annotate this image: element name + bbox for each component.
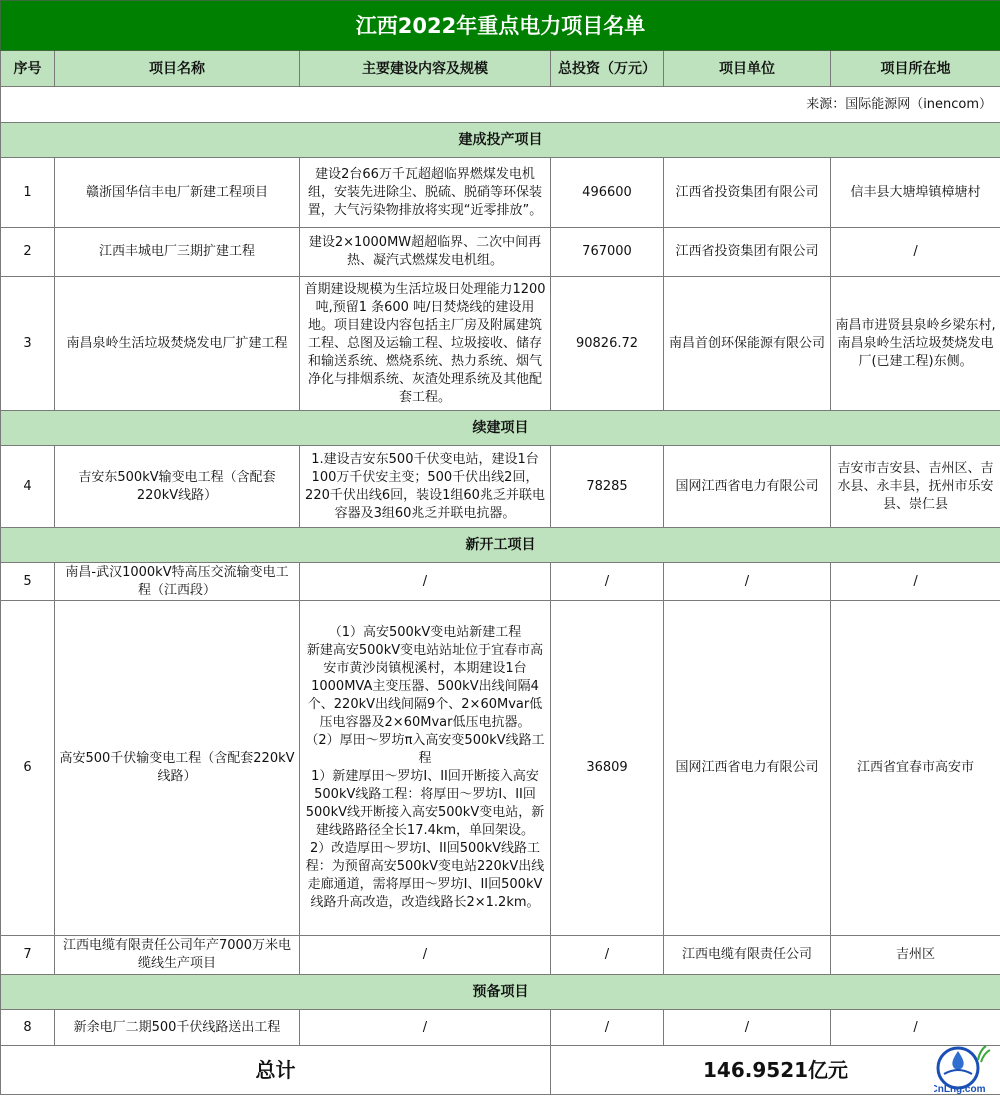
section-row [1,975,1000,1010]
cnlng-logo-icon [934,1040,994,1096]
header-investment: 总投资（万元） [551,51,664,87]
cell-investment: 90826.72 [551,277,664,411]
table-row [1,446,1000,528]
cell-name: 江西电缆有限责任公司年产7000万米电缆线生产项目 [55,936,300,975]
cell-location: 吉州区 [831,936,1000,975]
cell-name: 高安500千伏输变电工程（含配套220kV线路） [55,601,300,936]
cell-content: 建设2×1000MW超超临界、二次中间再热、凝汽式燃煤发电机组。 [300,228,551,277]
cell-location: 吉安市吉安县、吉州区、吉水县、永丰县，抚州市乐安县、崇仁县 [831,446,1000,528]
cell-name: 赣浙国华信丰电厂新建工程项目 [55,158,300,228]
total-value: 146.9521亿元 [551,1046,1000,1095]
cell-investment: / [551,936,664,975]
cell-investment: / [551,563,664,601]
section-new-start: 新开工项目 [1,528,1000,563]
cell-seq: 1 [1,158,55,228]
cell-content: 1.建设吉安东500千伏变电站，建设1台100万千伏安主变；500千伏出线2回，220千伏出线6回，装设1组60兆乏并联电容器及3组60兆乏并联电抗器。 [300,446,551,528]
cell-seq: 7 [1,936,55,975]
cell-unit: 江西省投资集团有限公司 [664,228,831,277]
cell-seq: 6 [1,601,55,936]
cell-unit: 江西电缆有限责任公司 [664,936,831,975]
cell-investment: 36809 [551,601,664,936]
section-continuing: 续建项目 [1,411,1000,446]
cell-name: 新余电厂二期500千伏线路送出工程 [55,1010,300,1046]
cell-content: 建设2台66万千瓦超超临界燃煤发电机组，安装先进除尘、脱硫、脱硝等环保装置，大气污染物排放将实现“近零排放”。 [300,158,551,228]
header-content: 主要建设内容及规模 [300,51,551,87]
header-name: 项目名称 [55,51,300,87]
cell-seq: 3 [1,277,55,411]
cnlng-logo [934,1040,994,1096]
title-row [1,1,1000,51]
table-row [1,936,1000,975]
cell-content: / [300,936,551,975]
cell-unit: 国网江西省电力有限公司 [664,446,831,528]
cell-seq: 5 [1,563,55,601]
cell-investment: 767000 [551,228,664,277]
content-line: 1）新建厚田～罗坊I、II回开断接入高安500kV线路工程：将厚田～罗坊I、II回500kV线开断接入高安500kV变电站，新建线路路径全长17.4km，单回架设。 [305,769,545,838]
section-row [1,528,1000,563]
table-row [1,228,1000,277]
section-row [1,411,1000,446]
table-row [1,1010,1000,1046]
cell-seq: 2 [1,228,55,277]
cell-seq: 4 [1,446,55,528]
header-seq: 序号 [1,51,55,87]
header-unit: 项目单位 [664,51,831,87]
cell-unit: / [664,563,831,601]
section-completed: 建成投产项目 [1,123,1000,158]
cell-name: 江西丰城电厂三期扩建工程 [55,228,300,277]
source-row [1,87,1000,123]
header-location: 项目所在地 [831,51,1000,87]
content-line: （2）厚田～罗坊π入高安变500kV线路工程 [305,733,545,766]
cell-name: 吉安东500kV输变电工程（含配套220kV线路） [55,446,300,528]
cell-content: 首期建设规模为生活垃圾日处理能力1200吨,预留1 条600 吨/日焚烧线的建设用地。项目建设内容包括主厂房及附属建筑工程、总图及运输工程、垃圾接收、储存和输送系统、燃烧系统、热力系统、烟气净化与排烟系统、灰渣处理系统及其他配套工程。 [300,277,551,411]
content-line: 2）改造厚田～罗坊I、II回500kV线路工程：为预留高安500kV变电站220kV出线走廊通道，需将厚田～罗坊I、II回500kV线路升高改造，改造线路长2×1.2km。 [305,841,545,910]
section-row [1,123,1000,158]
cell-unit: 江西省投资集团有限公司 [664,158,831,228]
cell-content: / [300,563,551,601]
cell-location: / [831,563,1000,601]
table-title: 江西2022年重点电力项目名单 [1,1,1000,51]
header-row [1,51,1000,87]
cell-investment: 78285 [551,446,664,528]
cell-investment: 496600 [551,158,664,228]
logo-text: CnLng.com [934,1084,986,1095]
table-row [1,277,1000,411]
cell-investment: / [551,1010,664,1046]
source-note: 来源：国际能源网（inencom） [1,87,1000,123]
cell-location: 信丰县大塘埠镇樟塘村 [831,158,1000,228]
cell-name: 南昌-武汉1000kV特高压交流输变电工程（江西段） [55,563,300,601]
total-label: 总计 [1,1046,551,1095]
cell-unit: 国网江西省电力有限公司 [664,601,831,936]
cell-location: / [831,228,1000,277]
cell-location: 南昌市进贤县泉岭乡梁东村,南昌泉岭生活垃圾焚烧发电厂(已建工程)东侧。 [831,277,1000,411]
cell-content [300,601,551,936]
content-line: （1）高安500kV变电站新建工程 [328,625,522,640]
cell-seq: 8 [1,1010,55,1046]
cell-location: / [831,1010,1000,1046]
table-row [1,601,1000,936]
section-reserve: 预备项目 [1,975,1000,1010]
cell-location: 江西省宜春市高安市 [831,601,1000,936]
cell-unit: 南昌首创环保能源有限公司 [664,277,831,411]
cell-unit: / [664,1010,831,1046]
cell-content: / [300,1010,551,1046]
cell-name: 南昌泉岭生活垃圾焚烧发电厂扩建工程 [55,277,300,411]
content-line: 新建高安500kV变电站站址位于宜春市高安市黄沙岗镇枧溪村，本期建设1台1000MVA主变压器、500kV出线间隔4个、220kV出线间隔9个、2×60Mvar低压电容器及2×60Mvar低压电抗器。 [306,643,544,730]
table-row [1,563,1000,601]
table-row [1,158,1000,228]
total-row [1,1046,1000,1095]
